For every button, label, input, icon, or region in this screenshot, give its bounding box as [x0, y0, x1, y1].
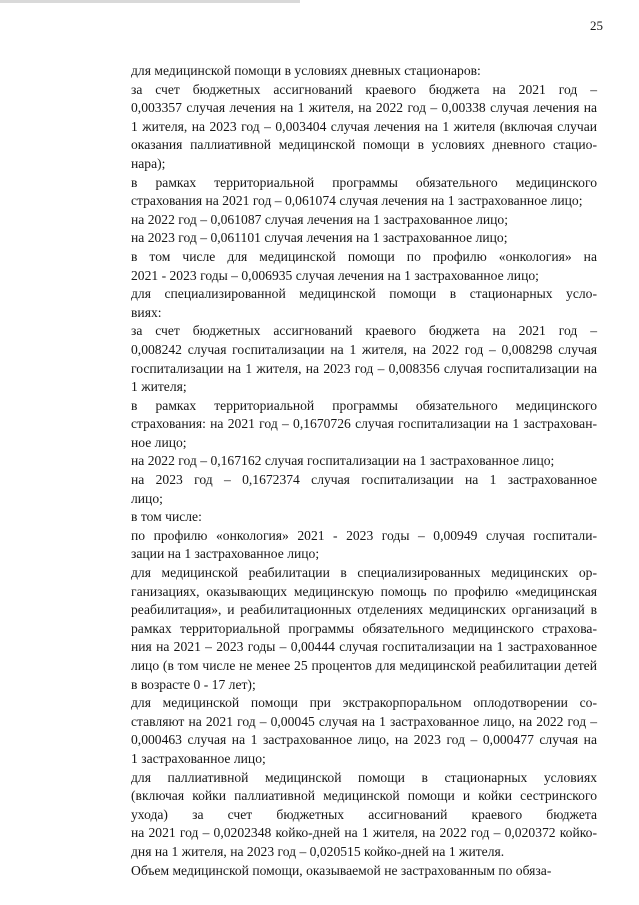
text-line: на 2023 год – 0,061101 случая лечения на 1 застрахованное лицо;	[131, 230, 508, 246]
text-line: оказания паллиативной медицинской помощи в условиях дневного стацио-	[131, 137, 597, 153]
paragraph	[91, 62, 597, 81]
text-line: зации на 1 застрахованное лицо;	[131, 546, 320, 562]
text-line: для паллиативной медицинской помощи в стационарных условиях	[131, 769, 597, 785]
text-line: в рамках территориальной программы обязательного медицинского	[131, 174, 597, 190]
text-line: 1 жителя, на 2023 год – 0,003404 случая лечения на 1 жителя (включая случаи	[131, 118, 597, 134]
text-line: виях:	[131, 304, 162, 320]
text-line: реабилитация», и реабилитационных отделениях медицинских организаций в	[131, 602, 597, 618]
paragraph	[91, 229, 597, 248]
text-line: 1 застрахованное лицо;	[131, 750, 266, 766]
text-line: 0,008242 случая госпитализации на 1 жителя, на 2022 год – 0,008298 случая	[131, 341, 597, 357]
text-line: по профилю «онкология» 2021 - 2023 годы – 0,00949 случая госпитали-	[131, 527, 597, 543]
text-line: лицо (в том числе не менее 25 процентов для медицинской реабилитации детей	[131, 658, 597, 673]
text-line: для медицинской реабилитации в специализированных медицинских ор-	[131, 565, 597, 581]
text-line: страхования: на 2021 год – 0,1670726 случая госпитализации на 1 застрахован-	[131, 416, 597, 432]
text-line: в рамках территориальной программы обязательного медицинского	[131, 397, 597, 413]
text-line: (включая койки паллиативной медицинской помощи и койки сестринского	[131, 788, 597, 804]
text-line: ное лицо;	[131, 434, 187, 450]
paragraph	[91, 248, 597, 285]
paragraph	[91, 285, 597, 322]
paragraph	[91, 211, 597, 230]
text-line: на 2022 год – 0,061087 случая лечения на 1 застрахованное лицо;	[131, 211, 508, 227]
text-line: для медицинской помощи в условиях дневных стационаров:	[131, 63, 481, 78]
page-number: 25	[590, 18, 603, 33]
text-line: в том числе для медицинской помощи по профилю «онкология» на	[131, 248, 597, 264]
text-line: Объем медицинской помощи, оказываемой не застрахованным по обяза-	[131, 862, 552, 878]
paragraph	[91, 508, 597, 527]
text-line: на 2021 год – 0,0202348 койко-дней на 1 жителя, на 2022 год – 0,020372 койко-	[131, 825, 597, 841]
paragraph	[91, 452, 597, 471]
text-line: ния на 2021 – 2023 годы – 0,00444 случая госпитализации на 1 застрахованное	[131, 639, 597, 655]
text-line: страхования на 2021 год – 0,061074 случая лечения на 1 застрахованное лицо;	[131, 193, 583, 209]
text-line: в том числе:	[131, 509, 202, 525]
paragraph	[91, 471, 597, 508]
text-line: на 2023 год – 0,1672374 случая госпитализации на 1 застрахованное	[131, 472, 597, 488]
text-line: нара);	[131, 155, 166, 171]
text-line: ухода) за счет бюджетных ассигнований краевого бюджета	[131, 806, 597, 822]
text-line: лицо;	[131, 490, 163, 506]
text-line: на 2022 год – 0,167162 случая госпитализации на 1 застрахованное лицо;	[131, 453, 555, 469]
scan-edge	[0, 0, 300, 3]
paragraph	[91, 694, 597, 768]
text-line: рамках территориальной программы обязательного медицинского страхова-	[131, 620, 597, 636]
text-line: 1 жителя;	[131, 379, 187, 395]
text-line: госпитализации на 1 жителя, на 2023 год – 0,008356 случая госпитализации на	[131, 360, 597, 376]
text-line: дня на 1 жителя, на 2023 год – 0,020515 койко-дней на 1 жителя.	[131, 843, 505, 859]
paragraph	[91, 862, 597, 881]
text-line: для специализированной медицинской помощи в стационарных усло-	[131, 286, 597, 302]
text-line: за счет бюджетных ассигнований краевого бюджета на 2021 год –	[131, 323, 597, 339]
text-line: ганизациях, оказывающих медицинскую помощь по профилю «медицинская	[131, 583, 597, 599]
paragraph	[91, 81, 597, 174]
paragraph	[91, 322, 597, 396]
text-line: 2021 - 2023 годы – 0,006935 случая лечения на 1 застрахованное лицо;	[131, 267, 539, 283]
body-text	[91, 62, 597, 880]
paragraph	[91, 564, 597, 694]
paragraph	[91, 769, 597, 862]
text-line: ставляют на 2021 год – 0,00045 случая на 1 застрахованное лицо, на 2022 год –	[131, 713, 597, 729]
paragraph	[91, 174, 597, 211]
text-line: 0,003357 случая лечения на 1 жителя, на 2022 год – 0,00338 случая лечения на	[131, 100, 597, 116]
text-line: за счет бюджетных ассигнований краевого бюджета на 2021 год –	[131, 81, 597, 97]
text-line: 0,000463 случая на 1 застрахованное лицо, на 2023 год – 0,000477 случая на	[131, 732, 597, 748]
text-line: для медицинской помощи при экстракорпоральном оплодотворении со-	[131, 695, 597, 711]
paragraph	[91, 527, 597, 564]
text-line: в возрасте 0 - 17 лет);	[131, 676, 256, 692]
paragraph	[91, 397, 597, 453]
